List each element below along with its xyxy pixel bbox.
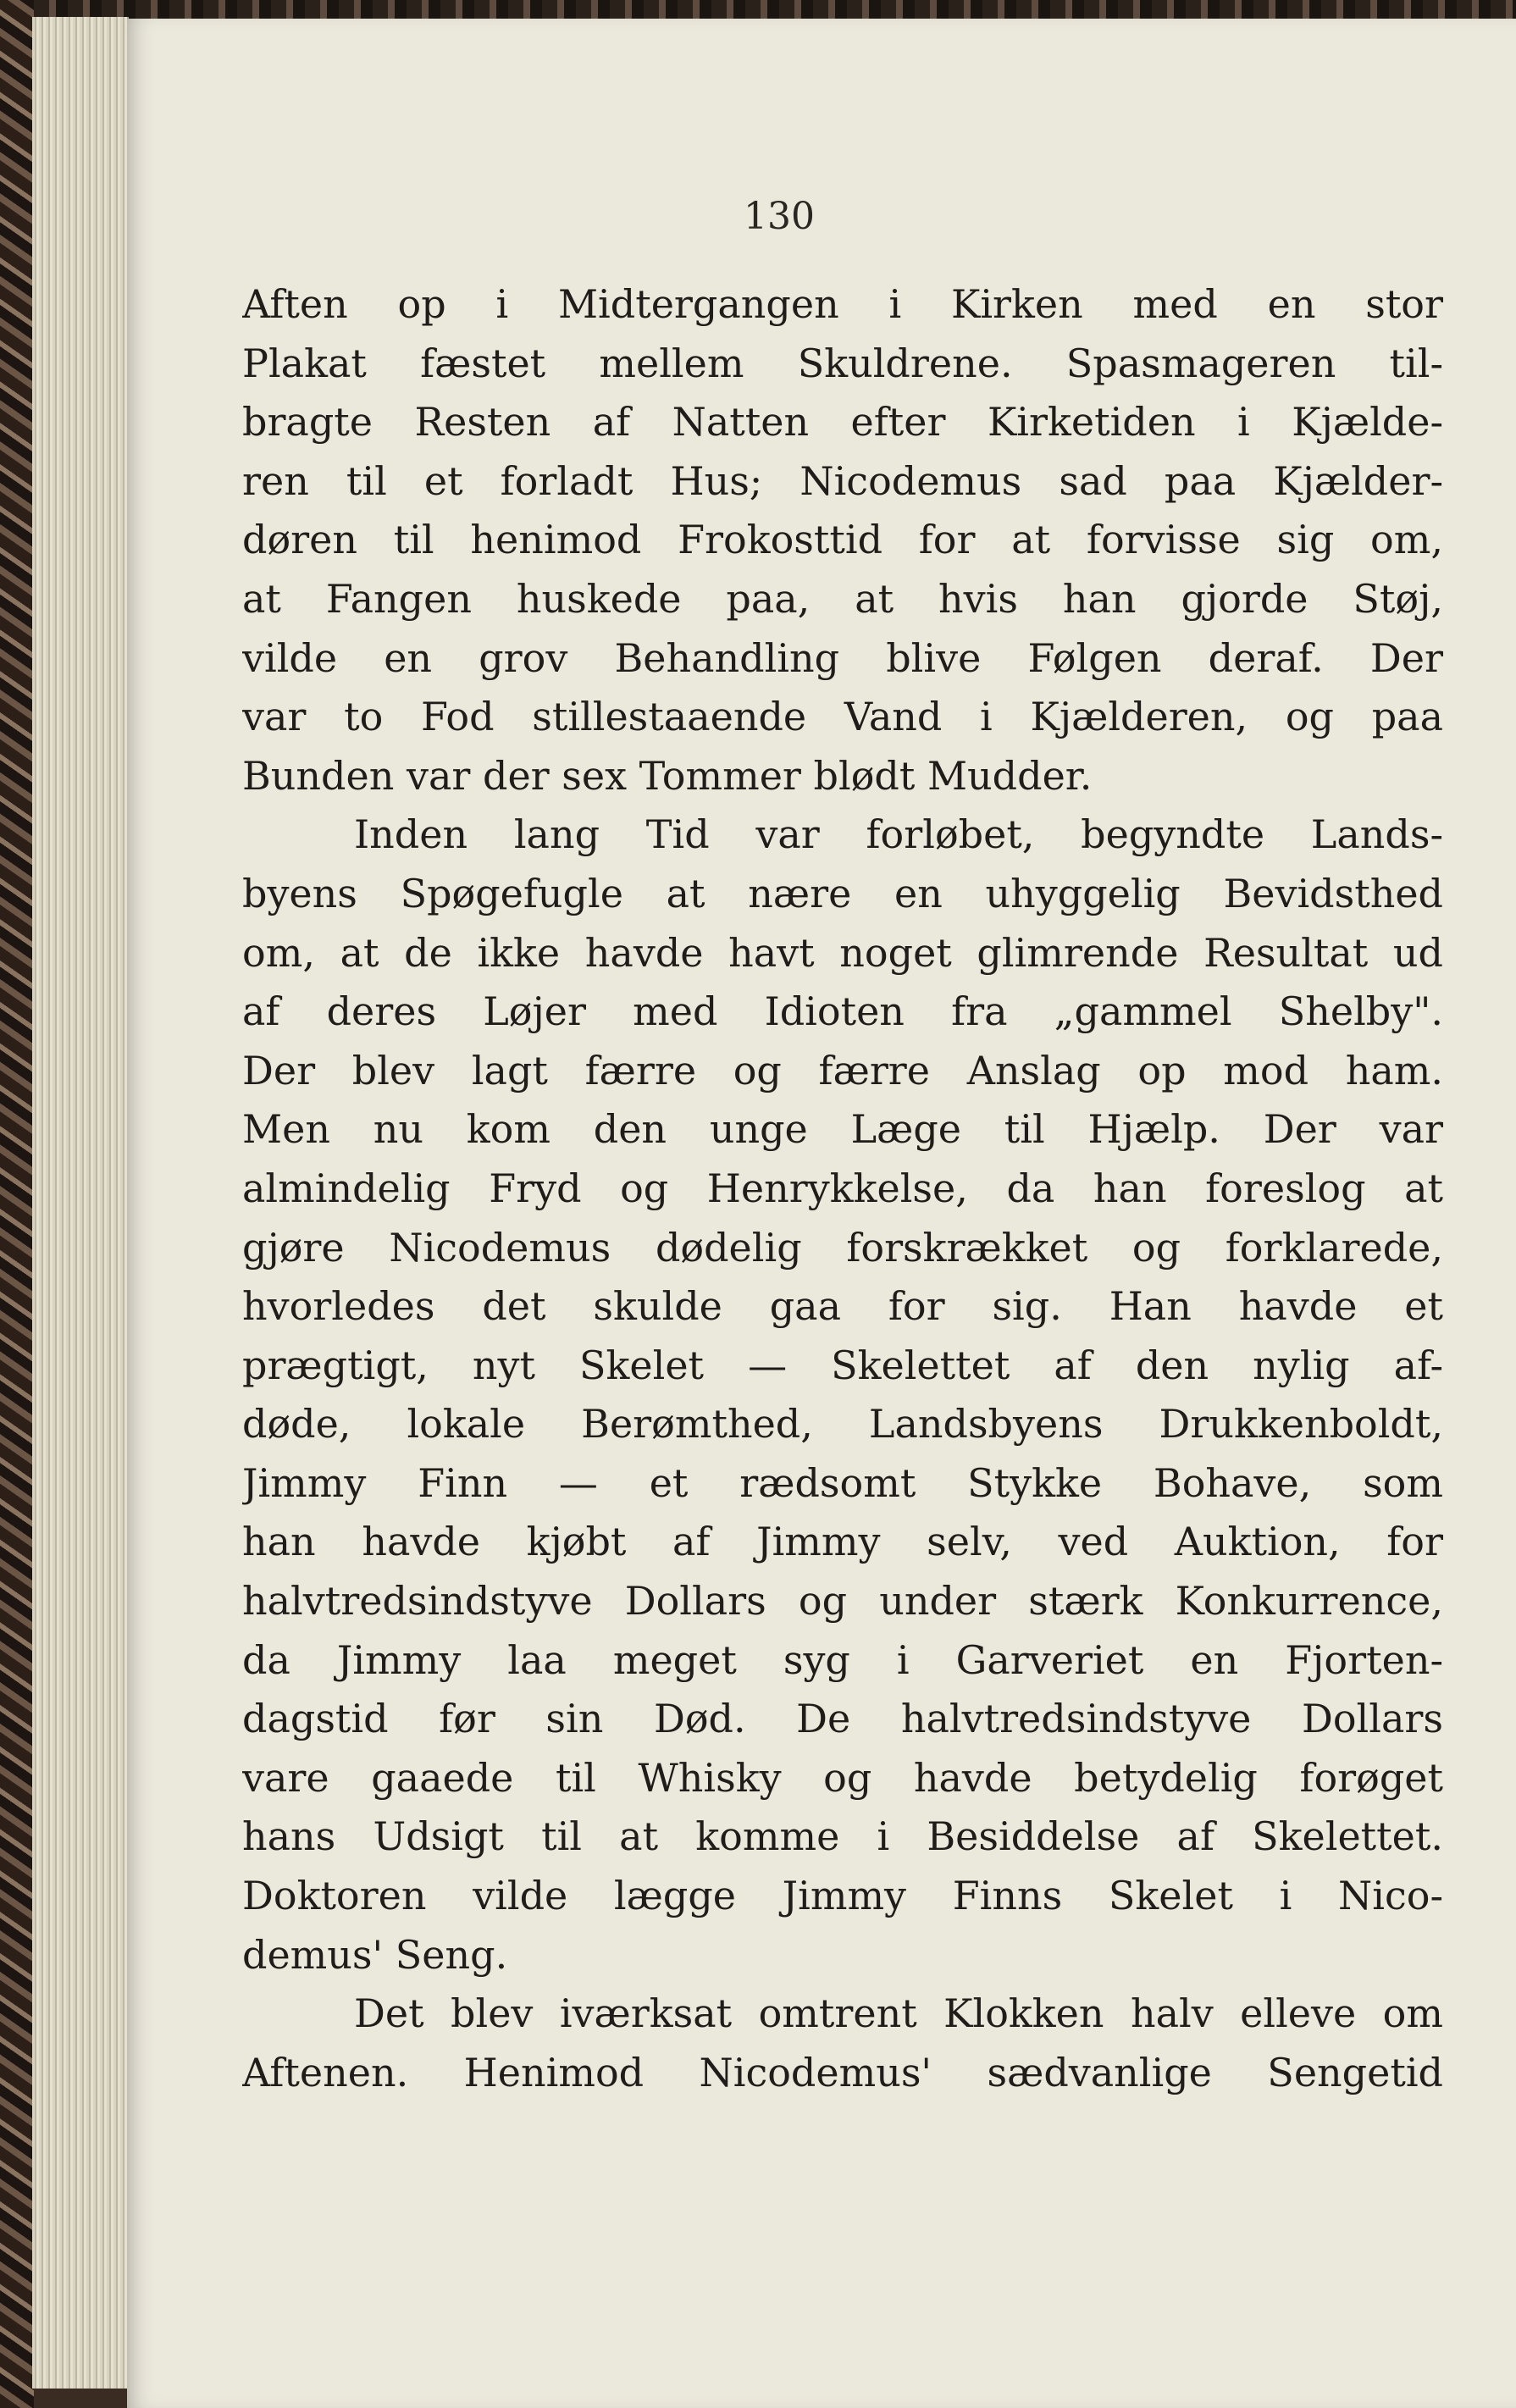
text-line: vilde en grov Behandling blive Følgen deraf. Der <box>242 634 1443 681</box>
text-line: døde, lokale Berømthed, Landsbyens Drukkenboldt, <box>242 1401 1443 1448</box>
text-line: halvtredsindstyve Dollars og under stærk Konkurrence, <box>242 1578 1443 1625</box>
text-line: hans Udsigt til at komme i Besiddelse af Skelettet. <box>242 1813 1443 1860</box>
text-line: var to Fod stillestaaende Vand i Kjælderen, og paa <box>242 694 1443 740</box>
text-line: han havde kjøbt af Jimmy selv, ved Auktion, for <box>242 1519 1443 1565</box>
text-line: Doktoren vilde lægge Jimmy Finns Skelet i Nico- <box>242 1873 1443 1919</box>
text-line: Men nu kom den unge Læge til Hjælp. Der var <box>242 1106 1443 1153</box>
text-line: ren til et forladt Hus; Nicodemus sad paa Kjælder- <box>242 457 1443 504</box>
text-line: Jimmy Finn — et rædsomt Stykke Bohave, som <box>242 1459 1443 1506</box>
text-line: døren til henimod Frokosttid for at forvisse sig om, <box>242 517 1443 563</box>
text-line: vare gaaede til Whisky og havde betydelig forøget <box>242 1754 1443 1801</box>
text-line: da Jimmy laa meget syg i Garveriet en Fjorten- <box>242 1636 1443 1683</box>
page-number: 130 <box>744 195 815 238</box>
book-top-edge <box>0 0 1516 19</box>
text-line: byens Spøgefugle at nære en uhyggelig Bevidsthed <box>242 870 1443 916</box>
text-line: hvorledes det skulde gaa for sig. Han havde et <box>242 1283 1443 1330</box>
text-line: Aften op i Midtergangen i Kirken med en stor <box>242 281 1443 327</box>
text-line: om, at de ikke havde havt noget glimrende Resultat ud <box>242 929 1443 976</box>
text-line: prægtigt, nyt Skelet — Skelettet af den nylig af- <box>242 1342 1443 1388</box>
book-cover-edge <box>0 0 34 2408</box>
text-line: Inden lang Tid var forløbet, begyndte Lands- <box>354 811 1443 858</box>
text-line: af deres Løjer med Idioten fra „gammel Shelby". <box>242 988 1443 1035</box>
page-stack-edge <box>32 17 129 2389</box>
text-line: dagstid før sin Død. De halvtredsindstyve Dollars <box>242 1696 1443 1742</box>
text-line: at Fangen huskede paa, at hvis han gjorde Støj, <box>242 575 1443 622</box>
text-line: Plakat fæstet mellem Skuldrene. Spasmageren til- <box>242 340 1443 386</box>
body-text <box>242 275 1443 2102</box>
text-line: Bunden var der sex Tommer blødt Mudder. <box>242 752 1093 799</box>
text-line: Der blev lagt færre og færre Anslag op mod ham. <box>242 1047 1443 1093</box>
text-line: Det blev iværksat omtrent Klokken halv elleve om <box>354 1990 1443 2037</box>
text-line: almindelig Fryd og Henrykkelse, da han foreslog at <box>242 1165 1443 1211</box>
text-line: Aftenen. Henimod Nicodemus' sædvanlige Sengetid <box>242 2049 1443 2095</box>
text-line: demus' Seng. <box>242 1931 508 1978</box>
text-line: gjøre Nicodemus dødelig forskrækket og forklarede, <box>242 1224 1443 1270</box>
text-line: bragte Resten af Natten efter Kirketiden i Kjælde- <box>242 399 1443 446</box>
